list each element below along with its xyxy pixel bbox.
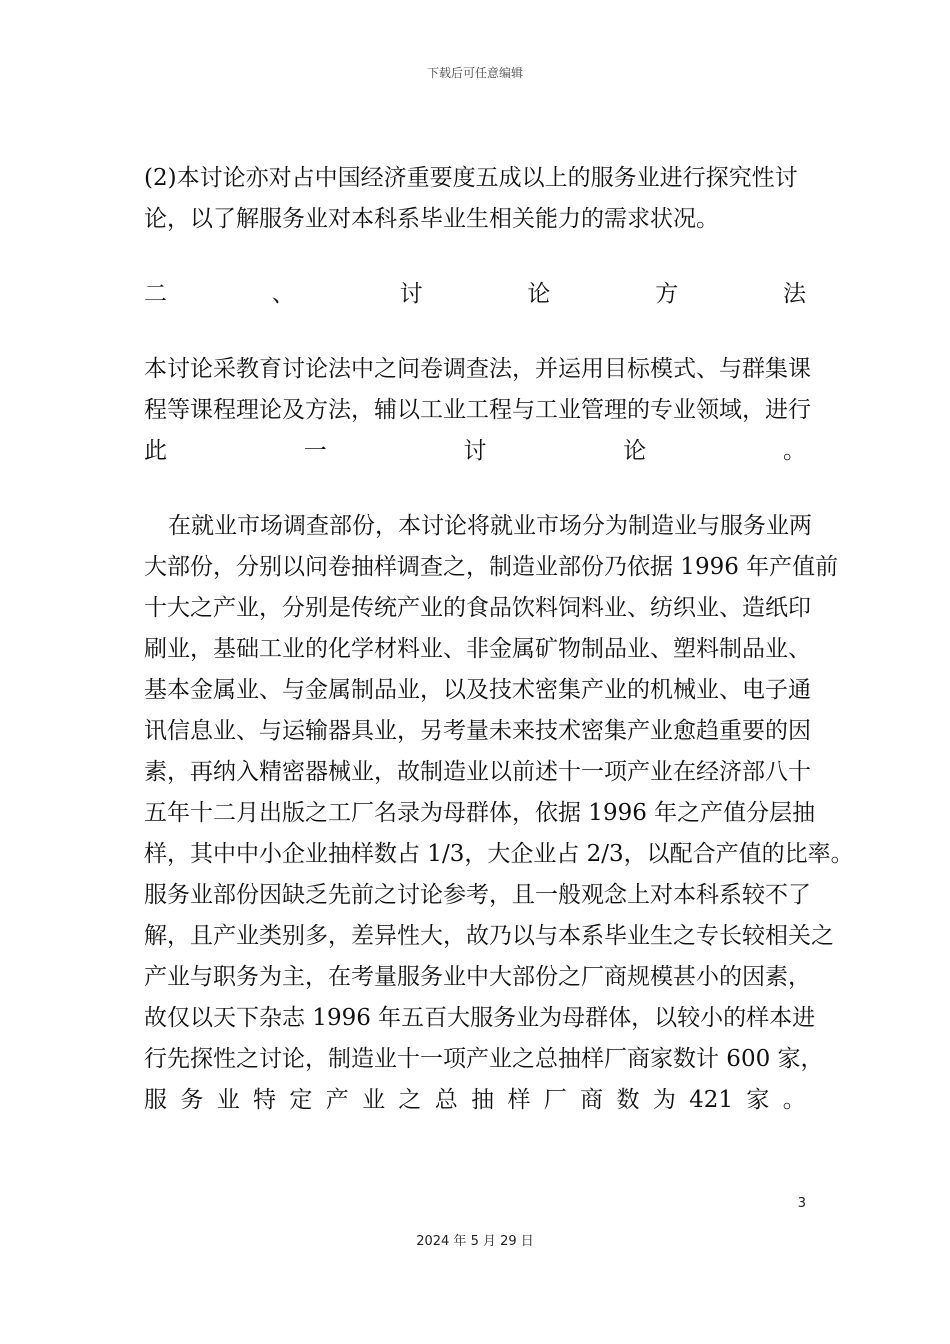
text-line: 程等课程理论及方法，辅以工业工程与工业管理的专业领域，进行 <box>144 397 811 423</box>
page-footer-date: 2024 年 5 月 29 日 <box>416 1234 534 1249</box>
paragraph-sampling <box>144 506 854 1121</box>
text-fragment: 特 <box>253 1087 277 1113</box>
text-fragment: 厂 <box>543 1087 567 1113</box>
text-fragment: 论 <box>623 438 647 464</box>
text-line-justified <box>144 1080 806 1121</box>
text-fragment: 商 <box>580 1087 604 1113</box>
text-line: 十大之产业，分别是传统产业的食品饮料饲料业、纺织业、造纸印 <box>144 595 811 621</box>
text-fragment: 讨 <box>463 438 487 464</box>
text-fragment: 。 <box>783 438 806 464</box>
heading-char: 、 <box>271 281 295 307</box>
paragraph-objective <box>144 158 806 240</box>
text-line: 解，且产业类别多，差异性大，故乃以与本系毕业生之专长较相关之 <box>144 923 834 949</box>
text-line: 本讨论采教育讨论法中之问卷调查法，并运用目标模式、与群集课 <box>144 356 811 382</box>
text-fragment: 一 <box>303 438 327 464</box>
paragraph-method <box>144 349 811 472</box>
text-fragment: 务 <box>180 1087 204 1113</box>
text-fragment: 数 <box>616 1087 640 1113</box>
text-line: 五年十二月出版之工厂名录为母群体，依据 1996 年之产值分层抽 <box>144 800 816 826</box>
text-fragment: 之 <box>398 1087 422 1113</box>
text-line: 素，再纳入精密器械业，故制造业以前述十一项产业在经济部八十 <box>144 759 811 785</box>
text-line: 样，其中中小企业抽样数占 1/3，大企业占 2/3，以配合产值的比率。 <box>144 841 854 867</box>
heading-char: 方 <box>655 281 679 307</box>
text-fragment: 421 <box>689 1087 734 1113</box>
text-line: 论，以了解服务业对本科系毕业生相关能力的需求状况。 <box>144 206 719 232</box>
heading-char: 讨 <box>399 281 423 307</box>
text-fragment: 业 <box>216 1087 240 1113</box>
text-fragment: 家 <box>746 1087 770 1113</box>
text-line: 服务业部份因缺乏先前之讨论参考，且一般观念上对本科系较不了 <box>144 882 811 908</box>
text-fragment: 产 <box>325 1087 349 1113</box>
text-line: 在就业市场调查部份，本讨论将就业市场分为制造业与服务业两 <box>168 513 812 539</box>
section-heading-methods <box>144 274 806 315</box>
document-body <box>144 158 854 1121</box>
page-number: 3 <box>797 1196 806 1211</box>
text-line: 产业与职务为主，在考量服务业中大部份之厂商规模甚小的因素， <box>144 964 811 990</box>
text-line: 基本金属业、与金属制品业，以及技术密集产业的机械业、电子通 <box>144 677 811 703</box>
text-fragment: 此 <box>144 438 167 464</box>
text-fragment: 定 <box>289 1087 313 1113</box>
text-line: 讯信息业、与运输器具业，另考量未来技术密集产业愈趋重要的因 <box>144 718 811 744</box>
heading-char: 法 <box>782 281 806 307</box>
heading-char: 二 <box>144 281 167 307</box>
text-line: 故仅以天下杂志 1996 年五百大服务业为母群体，以较小的样本进 <box>144 1005 816 1031</box>
text-line: 行先探性之讨论，制造业十一项产业之总抽样厂商家数计 600 家， <box>144 1046 824 1072</box>
page-header: 下载后可任意编辑 <box>426 66 523 80</box>
text-fragment: 抽 <box>471 1087 495 1113</box>
text-fragment: 业 <box>362 1087 386 1113</box>
text-line: 刷业，基础工业的化学材料业、非金属矿物制品业、塑料制品业、 <box>144 636 811 662</box>
text-fragment: 服 <box>144 1087 167 1113</box>
text-line-justified <box>144 431 806 472</box>
heading-char: 论 <box>527 281 551 307</box>
text-fragment: 。 <box>782 1087 806 1113</box>
text-fragment: 样 <box>507 1087 531 1113</box>
text-line: (2)本讨论亦对占中国经济重要度五成以上的服务业进行探究性讨 <box>144 165 798 191</box>
text-fragment: 总 <box>434 1087 458 1113</box>
text-fragment: 为 <box>652 1087 676 1113</box>
text-line: 大部份，分别以问卷抽样调查之，制造业部份乃依据 1996 年产值前 <box>144 554 839 580</box>
